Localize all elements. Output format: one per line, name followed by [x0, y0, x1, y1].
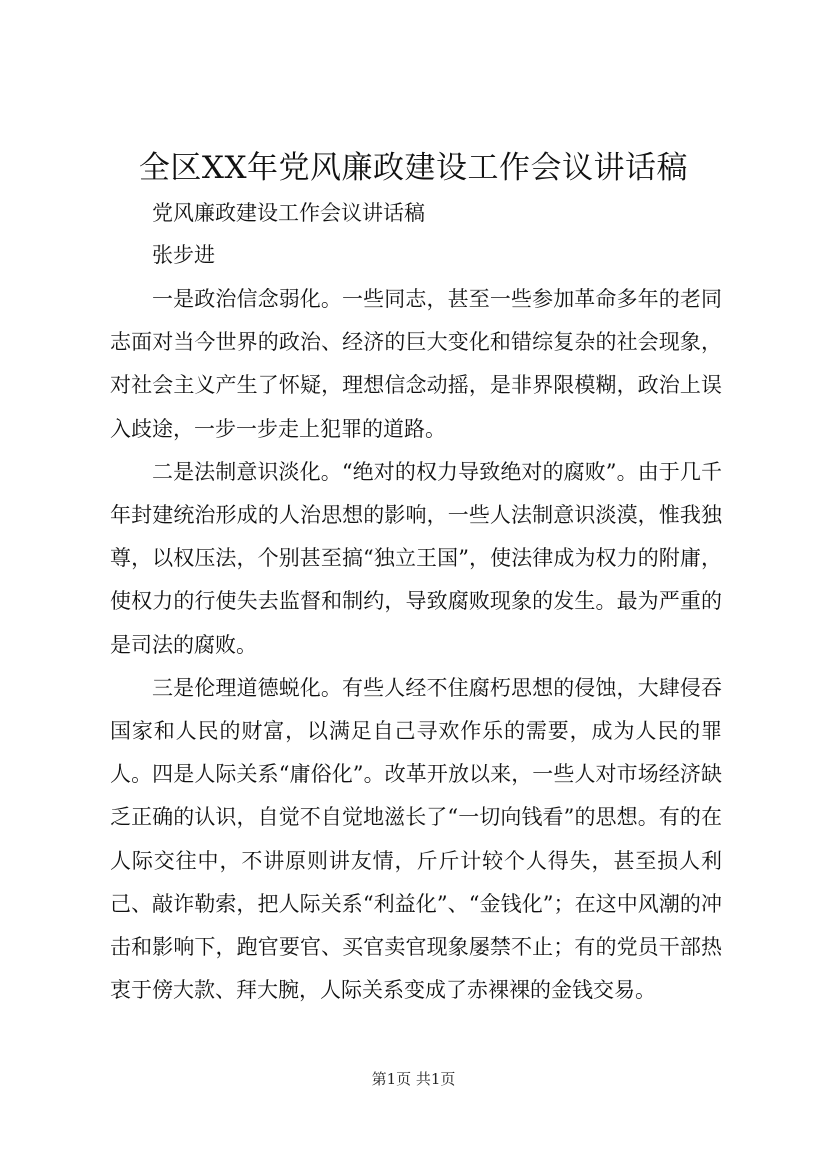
document-title: 全区XX年党风廉政建设工作会议讲话稿 — [138, 150, 689, 186]
paragraph-1: 一是政治信念弱化。一些同志，甚至一些参加革命多年的老同志面对当今世界的政治、经济的巨大变化和错综复杂的社会现象，对社会主义产生了怀疑，理想信念动摇，是非界限模糊，政治上误入歧途，一步一步走上犯罪的道路。 — [110, 287, 722, 441]
paragraph-3: 三是伦理道德蜕化。有些人经不住腐朽思想的侵蚀，大肆侵吞国家和人民的财富，以满足自己寻欢作乐的需要，成为人民的罪人。四是人际关系“庸俗化”。改革开放以来，一些人对市场经济缺乏正确的认识，自觉不自觉地滋长了“一切向钱看”的思想。有的在人际交往中，不讲原则讲友情，斤斤计较个人得失，甚至损人利己、敲诈勒索，把人际关系“利益化”、“金钱化”；在这中风潮的冲击和影响下，跑官要官、买官卖官现象屡禁不止；有的党员干部热衷于傍大款、拜大腕，人际关系变成了赤裸裸的金钱交易。 — [110, 675, 722, 1003]
document-subtitle: 党风廉政建设工作会议讲话稿 — [152, 201, 425, 225]
document-body — [110, 278, 722, 1012]
paragraph-2: 二是法制意识淡化。“绝对的权力导致绝对的腐败”。由于几千年封建统治形成的人治思想的影响，一些人法制意识淡漠，惟我独尊，以权压法，个别甚至搞“独立王国”，使法律成为权力的附庸，使权力的行使失去监督和制约，导致腐败现象的发生。最为严重的是司法的腐败。 — [110, 459, 722, 657]
document-author: 张步进 — [152, 243, 215, 267]
page-footer: 第1页 共1页 — [371, 1070, 456, 1088]
